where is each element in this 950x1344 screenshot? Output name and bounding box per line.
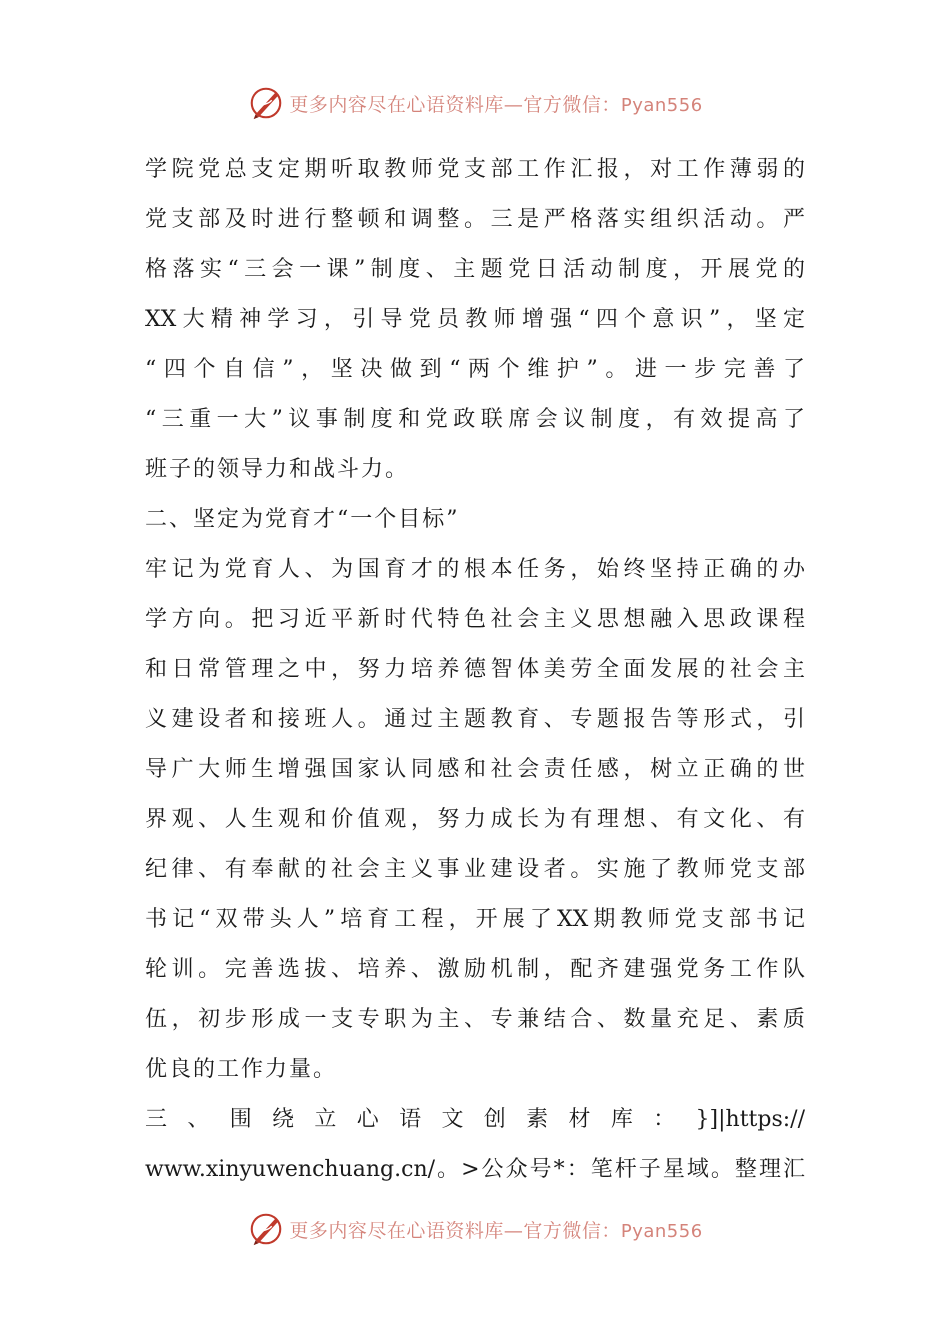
text-line: 导广大师生增强国家认同感和社会责任感，树立正确的世 — [145, 757, 805, 782]
text-line: 二、坚定为党育才“一个目标” — [145, 507, 460, 532]
header-watermark-text: 更多内容尽在心语资料库—官方微信：Pyan556 — [289, 93, 703, 116]
text-line: 学方向。把习近平新时代特色社会主义思想融入思政课程 — [145, 607, 805, 632]
text-line: 格落实“三会一课”制度、主题党日活动制度，开展党的 — [145, 257, 805, 282]
text-line: 党支部及时进行整顿和调整。三是严格落实组织活动。严 — [145, 207, 805, 232]
pen-logo-icon — [247, 84, 285, 122]
text-line: 班子的领导力和战斗力。 — [145, 457, 410, 482]
text-line: 牢记为党育人、为国育才的根本任务，始终坚持正确的办 — [145, 557, 805, 582]
text-line: “三重一大”议事制度和党政联席会议制度，有效提高了 — [145, 407, 805, 432]
footer-watermark-text: 更多内容尽在心语资料库—官方微信：Pyan556 — [289, 1219, 703, 1242]
document-body — [145, 150, 805, 1200]
text-line: “四个自信”，坚决做到“两个维护”。进一步完善了 — [145, 357, 805, 382]
text-line: www.xinyuwenchuang.cn/。>公众号*：笔杆子星域。整理汇 — [145, 1157, 805, 1182]
footer-watermark-banner — [0, 1206, 950, 1252]
text-line: 界观、人生观和价值观，努力成长为有理想、有文化、有 — [145, 807, 805, 832]
pen-logo-icon — [247, 1210, 285, 1248]
text-line: 和日常管理之中，努力培养德智体美劳全面发展的社会主 — [145, 657, 805, 682]
text-line: 轮训。完善选拔、培养、激励机制，配齐建强党务工作队 — [145, 957, 805, 982]
text-line: 书记“双带头人”培育工程，开展了XX期教师党支部书记 — [145, 907, 805, 932]
text-line: XX大精神学习，引导党员教师增强“四个意识”，坚定 — [145, 307, 805, 332]
text-line: 学院党总支定期听取教师党支部工作汇报，对工作薄弱的 — [145, 157, 805, 182]
text-line: 纪律、有奉献的社会主义事业建设者。实施了教师党支部 — [145, 857, 805, 882]
text-line: 优良的工作力量。 — [145, 1057, 338, 1082]
text-line: 三 、 围 绕 立 心 语 文 创 素 材 库 ： }]|https:// — [145, 1107, 805, 1132]
header-watermark-banner — [0, 80, 950, 126]
text-line: 伍，初步形成一支专职为主、专兼结合、数量充足、素质 — [145, 1007, 805, 1032]
text-line: 义建设者和接班人。通过主题教育、专题报告等形式，引 — [145, 707, 805, 732]
